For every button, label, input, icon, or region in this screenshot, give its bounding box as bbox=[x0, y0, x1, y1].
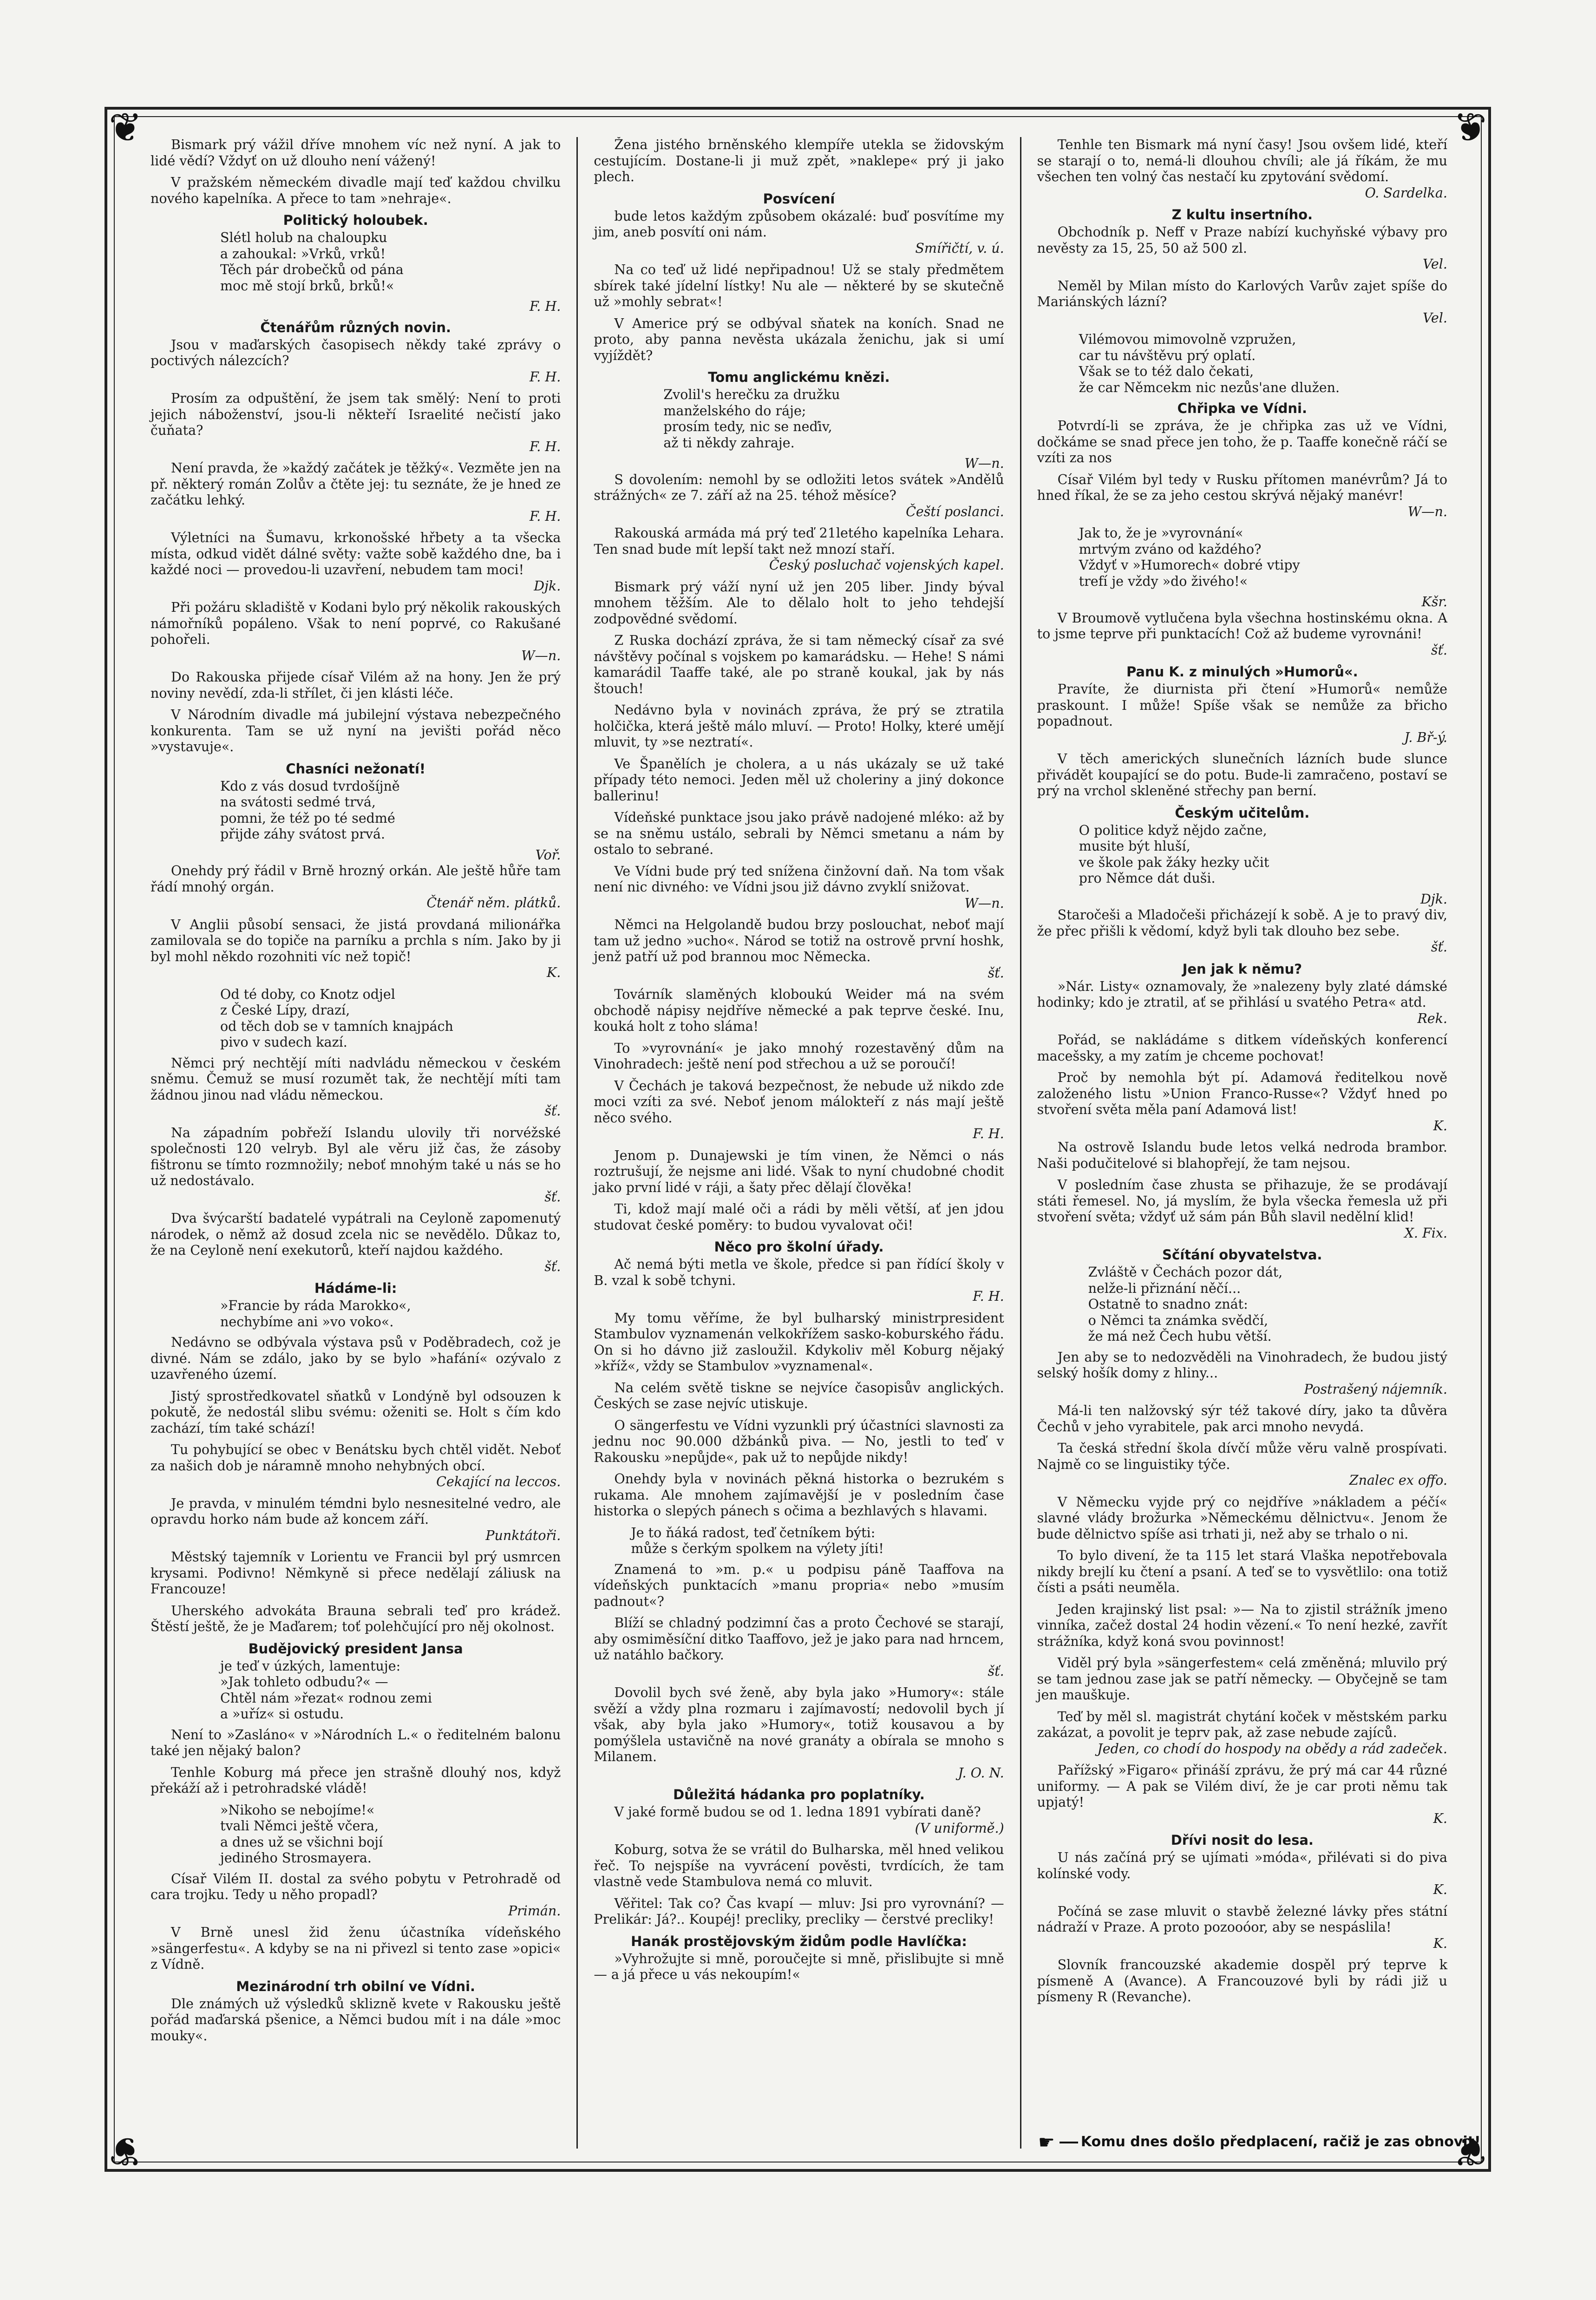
signature: W—n. bbox=[964, 456, 1004, 471]
poem-line: nelže-li přiznání něčí... bbox=[1088, 1280, 1241, 1296]
paragraph: Jistý sprostředkovatel sňatků v Londýně byl odsouzen k pokutě, že nedostál slibu svému: oženiti se. Holt s čím kdo zachází, tím také schází! bbox=[150, 1388, 561, 1436]
signature: K. bbox=[1433, 1810, 1447, 1826]
section-heading: Hanák prostějovským židům podle Havlíčka: bbox=[631, 1933, 967, 1949]
section-heading: Chřipka ve Vídni. bbox=[1177, 400, 1307, 416]
paragraph bbox=[1037, 137, 1447, 201]
paragraph-text: Na západním pobřeží Islandu ulovily tři norvéžské společnosti 120 velryb. Byl ale věru již čas, že zásoby fištronu se tímto rozmnožily; neboť mnohým také u nás se ho už nedostávalo. bbox=[150, 1125, 561, 1188]
paragraph: O sängerfestu ve Vídni vyzunkli prý účastníci slavnosti za jednu noc 90.000 džbánků piva. — No, jestli to teď v Rakousku »nepůjde«, pak už to nepůjde nikdy! bbox=[594, 1417, 1004, 1465]
pointing-hand-icon: ☛ bbox=[1038, 2131, 1055, 2153]
signature: W—n. bbox=[521, 648, 561, 663]
paragraph: Jeden krajinský list psal: »— Na to zjistil strážník jmeno vinníka, začež dostal 24 hodin vězení.« To není hezké, zavřít strážníka, když koná svou povinnost! bbox=[1037, 1601, 1447, 1649]
paragraph: V Národním divadle má jubilejní výstava nebezpečného konkurenta. Tam se už nyní na jevišti pořád něco »vystavuje«. bbox=[150, 707, 561, 754]
paragraph: Na co teď už lidé nepřipadnou! Už se staly předmětem sbírek také jídelní lístky! Nu ale — některé by se skutečně už »mohly sebrat«! bbox=[594, 262, 1004, 309]
signature: Primán. bbox=[508, 1903, 561, 1919]
paragraph: Vídeňské punktace jsou jako právě nadojené mléko: až by se na sněmu ustálo, sebrali by Němci smetanu a nám by ostalo to sebrané. bbox=[594, 810, 1004, 857]
signature: W—n. bbox=[1407, 504, 1447, 519]
poem-line: a »uříz« si ostudu. bbox=[220, 1706, 344, 1722]
signature: šť. bbox=[1431, 939, 1447, 955]
poem-line: manželského do ráje; bbox=[663, 403, 806, 419]
paragraph: Z Ruska dochází zpráva, že si tam německý císař za své návštěvy počínal s vojskem po kamarádsku. — Hehe! S námi kamarádil Taaffe také, ale po straně koukal, jak by nás štouch! bbox=[594, 633, 1004, 696]
poem-line: je teď v úzkých, lamentuje: bbox=[220, 1658, 401, 1674]
paragraph bbox=[150, 391, 561, 455]
paragraph-text: V Broumově vytlučena byla všechna hostinskému okna. A to jsme teprve při punktacích! Což až budeme vyrovnáni! bbox=[1037, 610, 1447, 642]
top-right-ornament-icon: ❦ bbox=[1453, 105, 1487, 151]
paragraph: Koburg, sotva že se vrátil do Bulharska, měl hned velikou řeč. To nejspíše na vyvrácení pověsti, tvrdících, že tam vlastně vede Stambulova nemá co mluvit. bbox=[594, 1842, 1004, 1889]
signature: Djk. bbox=[534, 578, 561, 594]
paragraph-text: Pařížský »Figaro« přináší zprávu, že prý má car 44 různé uniformy. — A pak se Vilém diví, že je car proti němu tak upjatý! bbox=[1037, 1763, 1447, 1810]
paragraph: Pořád, se nakládáme s ditkem vídeňských konferencí macešsky, a my zatím je chceme pochovat! bbox=[1037, 1032, 1447, 1064]
poem-line: ve škole pak žáky hezky učit bbox=[1079, 854, 1269, 870]
paragraph-text: Obchodník p. Neff v Praze nabízí kuchyňské výbavy pro nevěsty za 15, 25, 50 až 500 zl. bbox=[1037, 224, 1447, 256]
section-heading: Politický holoubek. bbox=[283, 212, 428, 228]
column-2 bbox=[576, 137, 1020, 2149]
paragraph: Továrník slaměných kloboukú Weider má na svém obchodě nápisy nejdříve německé a pak teprve české. Inu, kouká holt z toho sláma! bbox=[594, 987, 1004, 1034]
paragraph-text: Němci na Helgolandě budou brzy poslouchat, neboť mají tam už jedno »ucho«. Národ se totiž na ostrově první hoshk, jenž patří už pod brannou moc Německa. bbox=[594, 917, 1004, 964]
signature: Kšr. bbox=[1421, 594, 1447, 609]
paragraph bbox=[594, 1615, 1004, 1679]
poem-line: Chtěl nám »řezat« rodnou zemi bbox=[220, 1690, 432, 1706]
poem-line: Vždyť v »Humorech« dobré vtipy bbox=[1079, 557, 1300, 573]
poem bbox=[1037, 525, 1447, 590]
paragraph: V těch amerických slunečních lázních bude slunce přivádět koupající se do potu. Bude-li zamračeno, postaví se prý na vrchol skleněné střechy pan berní. bbox=[1037, 751, 1447, 799]
section-heading: Sčítání obyvatelstva. bbox=[1162, 1247, 1322, 1263]
poem-line: pivo v sudech kazí. bbox=[220, 1035, 347, 1050]
paragraph: Není to »Zasláno« v »Národních L.« o ředitelném balonu také jen nějaký balon? bbox=[150, 1727, 561, 1758]
article-columns bbox=[135, 137, 1463, 2149]
signature: šť. bbox=[1431, 642, 1447, 658]
paragraph: Věřitel: Tak co? Čas kvapí — mluv: Jsi pro vyrovnání? — Prelikár: Já?.. Koupéj! precliky, precliky — čerstvé precliky! bbox=[594, 1895, 1004, 1927]
paragraph bbox=[594, 1078, 1004, 1142]
poem-line: může s čerkým spolkem na výlety jíti! bbox=[631, 1541, 884, 1556]
paragraph: Má-li ten nalžovský sýr též takové díry, jako ta důvěra Čechů v jeho vyrabitele, pak arci mnoho nevydá. bbox=[1037, 1403, 1447, 1435]
paragraph bbox=[150, 1496, 561, 1544]
paragraph: To bylo divení, že ta 115 let stará Vlaška nepotřebovala nikdy brejlí ku čtení a psaní. A teď se to vysvětlilo: ona totiž čísti a psáti neuměla. bbox=[1037, 1548, 1447, 1595]
section-heading: Chasníci nežonatí! bbox=[286, 760, 426, 777]
section-heading: Českým učitelům. bbox=[1175, 805, 1310, 821]
paragraph bbox=[150, 1055, 561, 1120]
poem-line: Zvláště v Čechách pozor dát, bbox=[1088, 1265, 1283, 1280]
paragraph-text: Proč by nemohla být pí. Adamová ředitelkou nově založeného listu »Union Franco-Russe«? Vždyť hned po stvoření světa měla paní Adamová list! bbox=[1037, 1070, 1447, 1117]
paragraph bbox=[1037, 681, 1447, 746]
signature: Postrašený nájemník. bbox=[1304, 1381, 1447, 1397]
top-left-ornament-icon: ❦ bbox=[108, 105, 143, 151]
poem-line: »Jak tohleto odbudu?« — bbox=[220, 1674, 388, 1690]
column-1 bbox=[135, 137, 576, 2149]
paragraph bbox=[150, 337, 561, 386]
paragraph: Onehdy byla v novinách pěkná historka o bezrukém s rukama. Ale mnohem zajímavější je v posledním čase historka o slepých pánech s očima a bezhlavých s hlavami. bbox=[594, 1471, 1004, 1519]
paragraph bbox=[1037, 278, 1447, 327]
poem-line: musite být hluší, bbox=[1079, 839, 1190, 854]
paragraph: Ti, kdož mají malé oči a rádi by měli větší, ať jen jdou studovat české poměry: to budou vyvalovat oči! bbox=[594, 1201, 1004, 1233]
poem-line: na svátosti sedmé trvá, bbox=[220, 794, 376, 810]
paragraph: Žena jistého brněnského klempíře utekla se židovským cestujícím. Dostane-li ji muž zpět, »naklepe« prý ji jako plech. bbox=[594, 137, 1004, 184]
bottom-right-ornament-icon: ❦ bbox=[1453, 2128, 1487, 2174]
poem-line: Jak to, že je »vyrovnání« bbox=[1079, 525, 1243, 541]
paragraph-text: Pravíte, že diurnista při čtení »Humorů« nemůže praskount. I může! Spíše však se nemůže za břicho popadnout. bbox=[1037, 681, 1447, 729]
paragraph-text: V jaké formě budou se od 1. ledna 1891 vybírati daně? bbox=[614, 1804, 981, 1820]
poem-line: mrtvým zváno od každého? bbox=[1079, 541, 1262, 557]
paragraph-text: Tenhle ten Bismark má nyní časy! Jsou ovšem lidé, kteří se starají o to, nemá-li dlouhou chvíli; ale já říkám, že mu všechen ten volný čas nestačí ku zpytování svědomí. bbox=[1037, 137, 1447, 184]
paragraph bbox=[1037, 610, 1447, 659]
paragraph bbox=[1037, 1441, 1447, 1489]
section-heading: Důležitá hádanka pro poplatníky. bbox=[673, 1787, 925, 1802]
paragraph-text: Teď by měl sl. magistrát chytání koček v městském parku zakázat, a povolit je teprv pak, až zase nebude zajíců. bbox=[1037, 1709, 1447, 1740]
divider bbox=[1060, 2142, 1078, 2143]
poem-line: nechybíme ani »vo voko«. bbox=[220, 1314, 394, 1330]
subscription-notice bbox=[1038, 2130, 1481, 2154]
paragraph bbox=[594, 1685, 1004, 1781]
paragraph bbox=[594, 917, 1004, 981]
poem-line: Ostatně to snadno znát: bbox=[1088, 1297, 1248, 1312]
paragraph: Nedávno byla v novinách zpráva, že prý se ztratila holčička, která ještě málo mluví. — Proto! Holky, které umějí mluvit, ty »se neztratí«. bbox=[594, 702, 1004, 750]
signature: Čeští poslanci. bbox=[906, 504, 1004, 519]
paragraph bbox=[150, 917, 561, 981]
paragraph-text: Ta česká střední škola dívčí může věru valně prospívati. Najmě co se linguistiky týče. bbox=[1037, 1441, 1447, 1472]
paragraph bbox=[1037, 907, 1447, 956]
poem-line: O politice když nějdo začne, bbox=[1079, 822, 1267, 838]
paragraph bbox=[594, 209, 1004, 257]
poem-line: Je to ňáká radost, teď četníkem býti: bbox=[631, 1525, 876, 1540]
paragraph bbox=[150, 1211, 561, 1275]
poem-line: »Nikoho se nebojíme!« bbox=[220, 1802, 375, 1818]
signature: Voř. bbox=[535, 847, 561, 863]
paragraph-text: Prosím za odpuštění, že jsem tak smělý: Není to proti jejich náboženství, jsou-li někteří Israelité nečistí jako čuňata? bbox=[150, 391, 561, 438]
paragraph-text: Císař Vilém byl tedy v Rusku přítomen manévrům? Já to hned říkal, že se za jeho cestou skrývá nějaký manévr! bbox=[1037, 472, 1447, 503]
paragraph bbox=[1037, 1904, 1447, 1952]
signature: Znalec ex offo. bbox=[1349, 1473, 1447, 1488]
paragraph-text: Je pravda, v minulém témdni bylo nesnesitelné vedro, ale opravdu horko nám bude až koncem září. bbox=[150, 1495, 561, 1527]
notice-text: Komu dnes došlo předplacení, račiž je zas obnovit! bbox=[1080, 2134, 1481, 2150]
paragraph-text: Výletníci na Šumavu, krkonošské hřbety a ta všecka místa, odkud vidět dálné světy: važte sobě každého dne, ba i každé noci — provedou-li uzavření, nebudem tam moci! bbox=[150, 530, 561, 577]
poem-line: až ti někdy zahraje. bbox=[663, 435, 795, 451]
paragraph-text: V posledním čase zhusta se přihazuje, že se prodávají státi řemesel. No, já myslím, že byla všecka řemesla už při stvoření světa; vždyť už sám pán Bůh slavil nedělní klid! bbox=[1037, 1177, 1447, 1225]
poem-line: Zvolil's herečku za družku bbox=[663, 387, 840, 402]
poem bbox=[150, 987, 561, 1051]
poem-line: Slétl holub na chaloupku bbox=[220, 230, 387, 245]
bottom-left-ornament-icon: ❦ bbox=[108, 2128, 143, 2174]
poem bbox=[594, 1525, 1004, 1557]
poem bbox=[150, 1658, 561, 1723]
paragraph-text: Neměl by Milan místo do Karlových Varův zajet spíše do Mariánských lázní? bbox=[1037, 278, 1447, 309]
signature: W—n. bbox=[964, 895, 1004, 911]
paragraph bbox=[1037, 1763, 1447, 1827]
paragraph bbox=[1037, 472, 1447, 520]
poem-line: trefí je vždy »do živého!« bbox=[1079, 573, 1248, 589]
paragraph bbox=[150, 600, 561, 664]
signature: Punktátoři. bbox=[485, 1527, 561, 1543]
paragraph: Uherského advokáta Brauna sebrali teď pro krádež. Štěstí ještě, že je Maďarem; toť polehčující pro něj okolnost. bbox=[150, 1603, 561, 1634]
paragraph: Znamená to »m. p.« u podpisu páně Taaffova na vídeňských punktacích »manu propria« nebo »musím padnout«? bbox=[594, 1561, 1004, 1609]
signature: X. Fix. bbox=[1404, 1225, 1447, 1241]
signature: J. O. N. bbox=[958, 1765, 1004, 1781]
poem-line: a dnes už se všichni bojí bbox=[220, 1834, 383, 1850]
paragraph bbox=[150, 530, 561, 594]
poem-line: Od té doby, co Knotz odjel bbox=[220, 986, 395, 1002]
paragraph-text: Není pravda, že »každý začátek je těžký«. Vezměte jen na př. některý román Zolův a čtěte jej: tu seznáte, že je hned ze začátku lehký. bbox=[150, 460, 561, 508]
paragraph: Na ostrově Islandu bude letos velká nedroda brambor. Naši podučitelové si blahopřejí, že tam nejsou. bbox=[1037, 1140, 1447, 1171]
poem-line: prosím tedy, nic se neďiv, bbox=[663, 419, 832, 434]
paragraph bbox=[594, 1804, 1004, 1836]
paragraph-text: Jen aby se to nedozvěděli na Vinohradech, že budou jistý selský hošík domy z hliny... bbox=[1037, 1349, 1447, 1381]
paragraph: Na celém světě tiskne se nejvíce časopisův anglických. Českých se zase nejvíc utiskuje. bbox=[594, 1380, 1004, 1411]
paragraph: Bismark prý vážil dříve mnohem víc než nyní. A jak to lidé vědí? Vždyť on už dlouho není vážený! bbox=[150, 137, 561, 169]
paragraph bbox=[594, 525, 1004, 574]
paragraph bbox=[1037, 979, 1447, 1027]
section-heading: Budějovický president Jansa bbox=[248, 1640, 463, 1657]
paragraph bbox=[150, 1871, 561, 1920]
paragraph: To »vyrovnání« je jako mnohý rozestavěný dům na Vinohradech: ještě není pod střechou a už se poroučí! bbox=[594, 1040, 1004, 1072]
paragraph: V Brně unesl žid ženu účastníka vídeňského »sängerfestu«. A kdyby se na ni přivezl si tento zase »opici« z Vídně. bbox=[150, 1925, 561, 1972]
paragraph bbox=[150, 1125, 561, 1206]
paragraph: Potvrdí-li se zpráva, že je chřipka zas už ve Vídni, dočkáme se snad přece jen toho, že p. Taaffe konečně ráčí se vzíti za nos bbox=[1037, 418, 1447, 465]
signature: šť. bbox=[988, 965, 1004, 981]
paragraph: Dle známých už výsledků sklizně kvete v Rakousku ještě pořád maďarská pšenice, a Němci budou mít i na dále »moc mouky«. bbox=[150, 1996, 561, 2044]
paragraph: Do Rakouska přijede císař Vilém až na hony. Jen že prý noviny nevědí, zda-li střílet, či jen klásti léče. bbox=[150, 669, 561, 701]
signature: šť. bbox=[988, 1663, 1004, 1679]
paragraph-text: Dva švýcarští badatelé vypátrali na Ceyloně zapomenutý národek, o němž až dosud zcela nic se nevědělo. Důkaz to, že na Ceyloně není exekutorů, kteří najdou každého. bbox=[150, 1211, 561, 1258]
signature: F. H. bbox=[973, 1126, 1004, 1141]
paragraph: V Německu vyjde prý co nejdříve »nákladem a péčí« slavné vlády brožurka »Německému dělnictvu«. Jenom že bude dělnictvo spíše asi trhati ji, než aby se trhalo o ni. bbox=[1037, 1494, 1447, 1542]
column-3 bbox=[1020, 137, 1463, 2149]
section-heading: Něco pro školní úřady. bbox=[714, 1239, 884, 1255]
signature: šť. bbox=[544, 1103, 561, 1119]
poem-line: jediného Strosmayera. bbox=[220, 1850, 372, 1866]
poem-line: Vilémovou mimovolně vzpružen, bbox=[1079, 332, 1296, 347]
paragraph: V pražském německém divadle mají teď každou chvilku nového kapelníka. A přece to tam »nehraje«. bbox=[150, 175, 561, 206]
paragraph-text: Rakouská armáda má prý teď 21letého kapelníka Lehara. Ten snad bude mít lepší takt než mnozí staří. bbox=[594, 525, 1004, 557]
paragraph-text: Němci prý nechtějí míti nadvládu německou v českém sněmu. Čemuž se musí rozumět tak, že nechtějí míti tam žádnou jinou nad vládu německou. bbox=[150, 1055, 561, 1103]
section-heading: Posvícení bbox=[763, 190, 835, 207]
signature: K. bbox=[1433, 1935, 1447, 1951]
signature: Vel. bbox=[1422, 310, 1447, 326]
poem-line: Kdo z vás dosud tvrdošíjně bbox=[220, 778, 400, 794]
paragraph bbox=[594, 472, 1004, 520]
paragraph-text: Ve Vídni bude prý ted snížena činžovní daň. Na tom však není nic divného: ve Vídni jsou již dávno zvyklí snižovat. bbox=[594, 863, 1004, 895]
paragraph bbox=[1037, 1177, 1447, 1241]
paragraph-text: Ač nemá býti metla ve škole, předce si pan řídící školy v B. vzal k sobě tchyni. bbox=[594, 1257, 1004, 1288]
paragraph-text: U nás začíná prý se ujímati »móda«, přilévati si do piva kolínské vody. bbox=[1037, 1850, 1447, 1881]
signature: šť. bbox=[544, 1258, 561, 1274]
poem-line: pomni, že též po té sedmé bbox=[220, 810, 395, 826]
paragraph bbox=[1037, 1709, 1447, 1757]
signature: F. H. bbox=[529, 439, 561, 454]
signature: F. H. bbox=[973, 1289, 1004, 1304]
paragraph-text: Blíží se chladný podzimní čas a proto Čechové se starají, aby osmiměsíční ditko Taaffovo, jež je jako para nad hrncem, už natáhlo bačkory. bbox=[594, 1615, 1004, 1663]
poem-line: Těch pár drobečků od pána bbox=[220, 262, 404, 277]
poem-line: z České Lípy, drazí, bbox=[220, 1003, 350, 1018]
paragraph-text: Onehdy prý řádil v Brně hrozný orkán. Ale ještě hůře tam řádí mnohý orgán. bbox=[150, 863, 561, 895]
poem bbox=[1037, 823, 1447, 887]
section-heading: Tomu anglickému knězi. bbox=[708, 369, 890, 385]
poem-line: tvali Němci ještě včera, bbox=[220, 1818, 379, 1834]
poem bbox=[150, 1298, 561, 1330]
paragraph bbox=[150, 863, 561, 911]
paragraph-text: Při požáru skladiště v Kodani bylo prý několik rakouských námořníků popáleno. Však to není poprvé, co Rakušané pohořeli. bbox=[150, 600, 561, 647]
section-heading: Z kultu insertního. bbox=[1171, 207, 1313, 223]
paragraph bbox=[1037, 1850, 1447, 1898]
poem bbox=[594, 387, 1004, 451]
paragraph: »Vyhrožujte si mně, poroučejte si mně, přislibujte si mně — a já přece u vás nekoupím!« bbox=[594, 1951, 1004, 1982]
signature: J. Bř-ý. bbox=[1404, 729, 1447, 745]
section-heading: Čtenářům různých novin. bbox=[260, 319, 451, 335]
paragraph-text: Staročeši a Mladočeši přicházejí k sobě. A je to pravý div, že přec přišli k vědomí, když byli tak dlouho bez sebe. bbox=[1037, 907, 1447, 939]
signature: Smířičtí, v. ú. bbox=[915, 240, 1004, 256]
paragraph: Jenom p. Dunajewski je tím vinen, že Němci o nás roztrušují, že nejsme ani lidé. Však to nyní chudobné chodit jako první lidé v ráji, a šaty přec dělají člověka! bbox=[594, 1147, 1004, 1195]
poem bbox=[150, 1802, 561, 1867]
paragraph-text: Dovolil bych své ženě, aby byla jako »Humory«: stále svěží a vždy plna rozmaru i zajímavostí; nedovolil bych jí však, aby byla jako »Humory«, totiž kousavou a by pomýšlela ustavičně na nové granáty a obírala se mnoho s Milanem. bbox=[594, 1685, 1004, 1764]
paragraph-text: »Nár. Listy« oznamovaly, že »nalezeny byly zlaté dámské hodinky; kdo je ztratil, ať se přihlásí u svatého Petra« atd. bbox=[1037, 978, 1447, 1010]
signature: F. H. bbox=[529, 369, 561, 385]
poem bbox=[1037, 332, 1447, 396]
paragraph: Slovník francouzské akademie dospěl prý teprve k písmeně A (Avance). A Francouzové byli by rádi již u písmeny R (Revanche). bbox=[1037, 1957, 1447, 2005]
paragraph: My tomu věříme, že byl bulharský ministrpresident Stambulov vyznamenán velkokřížem sasko-koburského řádu. On si ho dávno již zasloužil. Kdykoliv měl Koburg nějaký »kříž«, vždy se Stambulov »vyznamenal«. bbox=[594, 1310, 1004, 1374]
paragraph bbox=[150, 460, 561, 524]
poem-line: od těch dob se v tamních knajpách bbox=[220, 1018, 453, 1034]
signature: K. bbox=[1433, 1882, 1447, 1897]
signature: Český posluchač vojenských kapel. bbox=[769, 557, 1004, 573]
signature: Djk. bbox=[1420, 891, 1447, 907]
poem bbox=[150, 779, 561, 843]
paragraph bbox=[594, 1257, 1004, 1305]
poem-line: car tu návštěvu prý oplatí. bbox=[1079, 347, 1256, 363]
signature: F. H. bbox=[529, 508, 561, 524]
section-heading: Panu K. z minulých »Humorů«. bbox=[1126, 664, 1358, 680]
paragraph: V Americe prý se odbýval sňatek na koních. Snad ne proto, aby panna nevěsta ukázala ženichu, jak si umí vyjíždět? bbox=[594, 315, 1004, 363]
paragraph: Nedávno se odbývala výstava psů v Poděbradech, což je divné. Nám se zdálo, jako by se bylo »hafání« ozývalo z uzavřeného území. bbox=[150, 1335, 561, 1382]
poem bbox=[1037, 1265, 1447, 1345]
section-heading: Jen jak k němu? bbox=[1182, 961, 1302, 977]
poem-line: o Němci ta známka svědčí, bbox=[1088, 1312, 1269, 1328]
paragraph: Bismark prý váží nyní už jen 205 liber. Jindy býval mnohem těžším. Ale to dělalo holt to jeho tehdejší zodpovědné svědomí. bbox=[594, 579, 1004, 627]
signature: O. Sardelka. bbox=[1365, 185, 1447, 201]
paragraph-text: Jsou v maďarských časopisech někdy také zprávy o poctivých nálezcích? bbox=[150, 337, 561, 368]
paragraph-text: Tu pohybující se obec v Benátsku bych chtěl vidět. Neboť za našich dob je náramně mnoho nehybných obcí. bbox=[150, 1442, 561, 1474]
signature: Jeden, co chodí do hospody na obědy a rád zadeček. bbox=[1097, 1741, 1447, 1756]
poem-line: že má než Čech hubu větší. bbox=[1088, 1329, 1272, 1344]
paragraph bbox=[1037, 1350, 1447, 1398]
signature: Čtenář něm. plátků. bbox=[426, 895, 561, 911]
paragraph: Viděl prý byla »sängerfestem« celá změněná; mluvilo prý se tam jednou zase jak se patří německy. — Obyčejně se tam jen mauškuje. bbox=[1037, 1655, 1447, 1703]
section-heading: Mezinárodní trh obilní ve Vídni. bbox=[236, 1978, 476, 1994]
poem-line: Však se to též dalo čekati, bbox=[1079, 364, 1254, 379]
poem-line: pro Němce dát duši. bbox=[1079, 871, 1216, 886]
signature: Rek. bbox=[1417, 1010, 1447, 1026]
signature: Cekající na leccos. bbox=[436, 1474, 561, 1489]
paragraph-text: V Čechách je taková bezpečnost, že nebude už nikdo zde moci vzíti za své. Neboť jenom málokteří z nás mají ještě něco svého. bbox=[594, 1078, 1004, 1126]
signature: šť. bbox=[544, 1189, 561, 1205]
section-heading: Dřívi nosit do lesa. bbox=[1171, 1832, 1314, 1848]
poem-line: moc mě stojí brků, brků!« bbox=[220, 278, 394, 294]
poem-line: a zahoukal: »Vrků, vrků! bbox=[220, 246, 386, 262]
signature: K. bbox=[1433, 1118, 1447, 1134]
paragraph: Městský tajemník v Lorientu ve Francii byl prý usmrcen krysami. Podivno! Němkyně si přece nedělají záliusk na Francouze! bbox=[150, 1549, 561, 1597]
paragraph bbox=[1037, 224, 1447, 273]
paragraph: Ve Španělích je cholera, a u nás ukázaly se už také případy této nemoci. Jeden měl už choleriny a jiný dokonce ballerinu! bbox=[594, 756, 1004, 804]
poem-line: přijde záhy svátost prvá. bbox=[220, 826, 385, 842]
paragraph-text: V Anglii působí sensaci, že jistá provdaná milionářka zamilovala se do topiče na parníku a prchla s ním. Jako by ji byl mohl někdo rozohniti víc než topič! bbox=[150, 917, 561, 964]
section-heading: Hádáme-li: bbox=[314, 1280, 397, 1296]
paragraph-text: Počíná se zase mluvit o stavbě železné lávky přes státní nádraží v Praze. A proto pozooóor, aby se nespáslila! bbox=[1037, 1903, 1447, 1935]
signature: Vel. bbox=[1422, 256, 1447, 272]
signature: K. bbox=[546, 965, 561, 980]
paragraph bbox=[1037, 1070, 1447, 1134]
signature: F. H. bbox=[529, 299, 561, 314]
poem-line: že car Němcekm nic nezůs'ane dlužen. bbox=[1079, 380, 1340, 395]
paragraph: Tenhle Koburg má přece jen strašně dlouhý nos, když překáží až i petrohradské vládě! bbox=[150, 1764, 561, 1796]
paragraph-text: Císař Vilém II. dostal za svého pobytu v Petrohradě od cara trojku. Tedy u něho propadl? bbox=[150, 1871, 561, 1902]
paragraph bbox=[594, 864, 1004, 912]
paragraph bbox=[150, 1442, 561, 1490]
paragraph-text: S dovolením: nemohl by se odložiti letos svátek »Andělů strážných« ze 7. září až na 25. téhož měsíce? bbox=[594, 472, 1004, 503]
paragraph-text: bude letos každým způsobem okázalé: buď posvítíme my jim, aneb posvítí oni nám. bbox=[594, 208, 1004, 240]
signature: (V uniformě.) bbox=[915, 1820, 1004, 1836]
poem-line: »Francie by ráda Marokko«, bbox=[220, 1298, 411, 1313]
poem bbox=[150, 230, 561, 294]
